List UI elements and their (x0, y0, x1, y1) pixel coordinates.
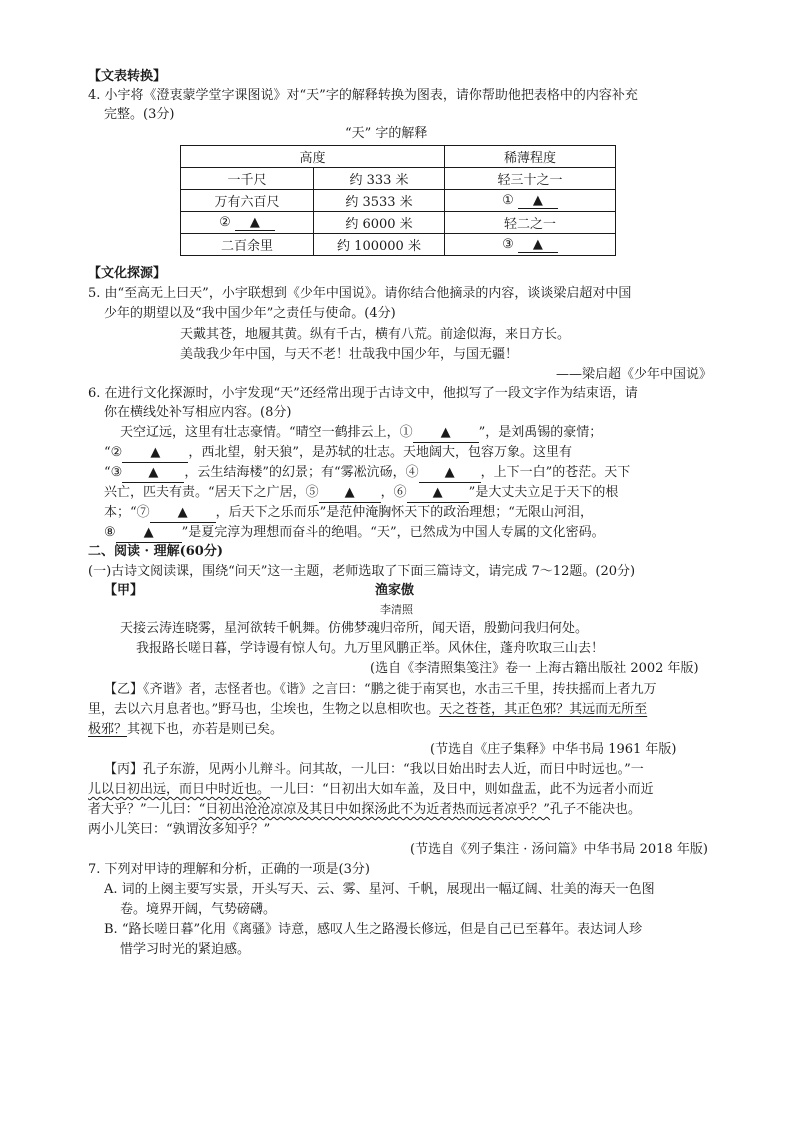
table-row (181, 234, 616, 256)
text: 一儿曰：“日初出大如车盖，及日中，则如盘盂，此不为远者小而近 (270, 782, 654, 797)
text: ，西北望，射天狼”，是苏轼的壮志。天地阔大，包容万象。这里有 (188, 445, 572, 460)
label-jia: 【甲】 (104, 583, 144, 598)
yi-line-3 (88, 721, 283, 739)
blank-4[interactable]: ▲ (419, 464, 481, 483)
section-header-reading: 二、阅读 · 理解(60分) (88, 544, 223, 559)
text: 天空辽远，这里有壮志豪情。“晴空一鹤排云上，① (120, 425, 413, 440)
blank-7[interactable]: ▲ (150, 504, 216, 523)
answer-cell-1[interactable] (445, 190, 616, 212)
table-cell: 约 333 米 (314, 168, 445, 190)
wavy-text: 儿以日初出远，而日中时近也。 (88, 782, 271, 797)
text: ，上下一白”的苍茫。天下 (480, 465, 631, 480)
answer-blank-1[interactable]: ▲ (518, 193, 558, 209)
q7-option-b-line-2: 惜学习时光的紧迫感。 (120, 942, 251, 957)
q4-line-1: 4. 小宇将《澄衷蒙学堂字课图说》对“天”字的解释转换为图表，请你帮助他把表格中的内容补充 (88, 88, 638, 103)
header-thinness: 稀薄程度 (445, 146, 616, 168)
q4-line-2: 完整。(3分) (104, 107, 175, 122)
text: 者大乎？”一儿曰： (88, 802, 199, 817)
text: ”是大丈夫立足于天下的根 (468, 485, 619, 500)
para-line-3 (104, 464, 630, 483)
blank-6[interactable]: ▲ (407, 484, 469, 503)
yi-source: (节选自《庄子集释》中华书局 1961 年版) (430, 742, 677, 757)
text: 里，去以六月息者也。”野马也，尘埃也，生物之以息相吹也。 (88, 702, 440, 717)
text: 本；“⑦ (104, 505, 150, 520)
text: “② (104, 445, 123, 460)
para-line-1 (120, 424, 602, 443)
poem-title: 渔家傲 (375, 583, 415, 598)
bing-source: (节选自《列子集注 · 汤问篇》中华书局 2018 年版) (410, 842, 708, 857)
bing-line-1: 【丙】孔子东游，见两小儿辩斗。问其故，一儿曰：“我以日始出时去人近，而日中时远也。”一 (104, 762, 644, 777)
q7-option-a-line-2: 卷。境界开阔，气势磅礴。 (120, 902, 277, 917)
reading-intro: (一)古诗文阅读课，围绕“问天”这一主题，老师选取了下面三篇诗文，请完成 7～12题。(20分) (88, 564, 636, 579)
poem-author: 李清照 (380, 603, 413, 616)
q7-stem: 7. 下列对甲诗的理解和分析，正确的一项是(3分) (88, 862, 370, 877)
poem-line-1: 天接云涛连晓雾，星河欲转千帆舞。仿佛梦魂归帝所，闻天语，殷勤问我归何处。 (120, 621, 589, 636)
text: ，⑥ (380, 485, 407, 500)
yi-line-2 (88, 701, 647, 719)
wavy-text: “日初出沧沧凉凉及其日中如探汤此不为近者热而远者凉乎？” (198, 802, 550, 817)
underlined-text: 极邪？ (88, 722, 128, 737)
text: ⑧ (104, 525, 116, 540)
text: 兴亡，匹夫有责。“居天下之广居，⑤ (104, 485, 319, 500)
para-line-5 (104, 504, 593, 523)
text: ”，是刘禹锡的豪情； (478, 425, 603, 440)
poem-source: (选自《李清照集笺注》卷一 上海古籍出版社 2002 年版) (370, 661, 699, 676)
bing-line-2 (88, 781, 654, 799)
para-line-2 (104, 444, 572, 463)
text: ”是夏完淳为理想而奋斗的绝唱。“天”，已然成为中国人专属的文化密码。 (181, 525, 605, 540)
table-title: “天” 字的解释 (345, 126, 428, 141)
text: “③ (104, 465, 123, 480)
table-cell: 万有六百尺 (181, 190, 314, 212)
answer-number: ② (219, 214, 231, 230)
quote-line-1: 天戴其苍，地履其黄。纵有千古，横有八荒。前途似海，来日方长。 (180, 327, 571, 342)
q7-option-a-line-1[interactable]: A. 词的上阕主要写实景，开头写天、云、雾、星河、千帆，展现出一幅辽阔、壮美的海天一色图 (104, 882, 655, 897)
bing-line-3 (88, 801, 641, 819)
table-cell: 二百余里 (181, 234, 314, 256)
q7-option-b-line-1[interactable]: B. “路长嗟日暮”化用《离骚》诗意，感叹人生之路漫长修远，但是自己已至暮年。表达词人珍 (104, 922, 643, 937)
underlined-text: 天之苍苍，其正色邪？其远而无所至 (439, 702, 648, 717)
q6-line-2: 你在横线处补写相应内容。(8分) (104, 405, 292, 420)
blank-1[interactable]: ▲ (413, 424, 479, 443)
section-header-culture: 【文化探源】 (88, 266, 167, 281)
answer-cell-2[interactable] (181, 212, 314, 234)
table-cell: 轻三十之一 (445, 168, 616, 190)
text: 其视下也，亦若是则已矣。 (127, 722, 284, 737)
table-cell: 轻二之一 (445, 212, 616, 234)
blank-8[interactable]: ▲ (116, 524, 182, 543)
text: 孔子不能决也。 (549, 802, 641, 817)
header-height: 高度 (181, 146, 445, 168)
text: ，云生结海楼”的幻景；有“雾凇沆砀，④ (184, 465, 419, 480)
table-header-row (181, 146, 616, 168)
table-row (181, 168, 616, 190)
para-line-4 (104, 484, 618, 503)
table-cell: 约 3533 米 (314, 190, 445, 212)
table-row (181, 190, 616, 212)
para-line-6 (104, 524, 605, 543)
bing-line-4: 两小儿笑曰：“孰谓汝多知乎？” (88, 822, 271, 837)
answer-blank-3[interactable]: ▲ (518, 237, 558, 253)
section-header-table-conversion: 【文表转换】 (88, 69, 167, 84)
quote-line-2: 美哉我少年中国，与天不老！壮哉我中国少年，与国无疆！ (180, 347, 519, 362)
table-cell: 一千尺 (181, 168, 314, 190)
q5-line-1: 5. 由“至高无上曰天”，小宇联想到《少年中国说》。请你结合他摘录的内容，谈谈梁启超对中国 (88, 286, 632, 301)
table-cell: 约 6000 米 (314, 212, 445, 234)
text: ，后天下之乐而乐”是范仲淹胸怀天下的政治理想；“无限山河泪， (215, 505, 593, 520)
blank-2[interactable]: ▲ (122, 444, 188, 463)
sky-explanation-table (180, 145, 616, 256)
yi-line-1: 【乙】《齐谐》者，志怪者也。《谐》之言曰：“鹏之徙于南冥也，水击三千里，抟扶摇而上者九万 (104, 682, 657, 697)
table-cell: 约 100000 米 (314, 234, 445, 256)
blank-3[interactable]: ▲ (122, 464, 184, 483)
answer-cell-3[interactable] (445, 234, 616, 256)
poem-line-2: 我报路长嗟日暮，学诗谩有惊人句。九万里风鹏正举。风休住，蓬舟吹取三山去！ (136, 641, 605, 656)
blank-5[interactable]: ▲ (319, 484, 381, 503)
quote-source: ——梁启超《少年中国说》 (556, 367, 713, 382)
answer-number: ③ (502, 236, 514, 252)
q5-line-2: 少年的期望以及“我中国少年”之责任与使命。(4分) (104, 306, 396, 321)
answer-number: ① (502, 192, 514, 208)
answer-blank-2[interactable]: ▲ (235, 215, 275, 231)
table-row (181, 212, 616, 234)
q6-line-1: 6. 在进行文化探源时，小宇发现“天”还经常出现于古诗文中，他拟写了一段文字作为结束语，请 (88, 386, 638, 401)
